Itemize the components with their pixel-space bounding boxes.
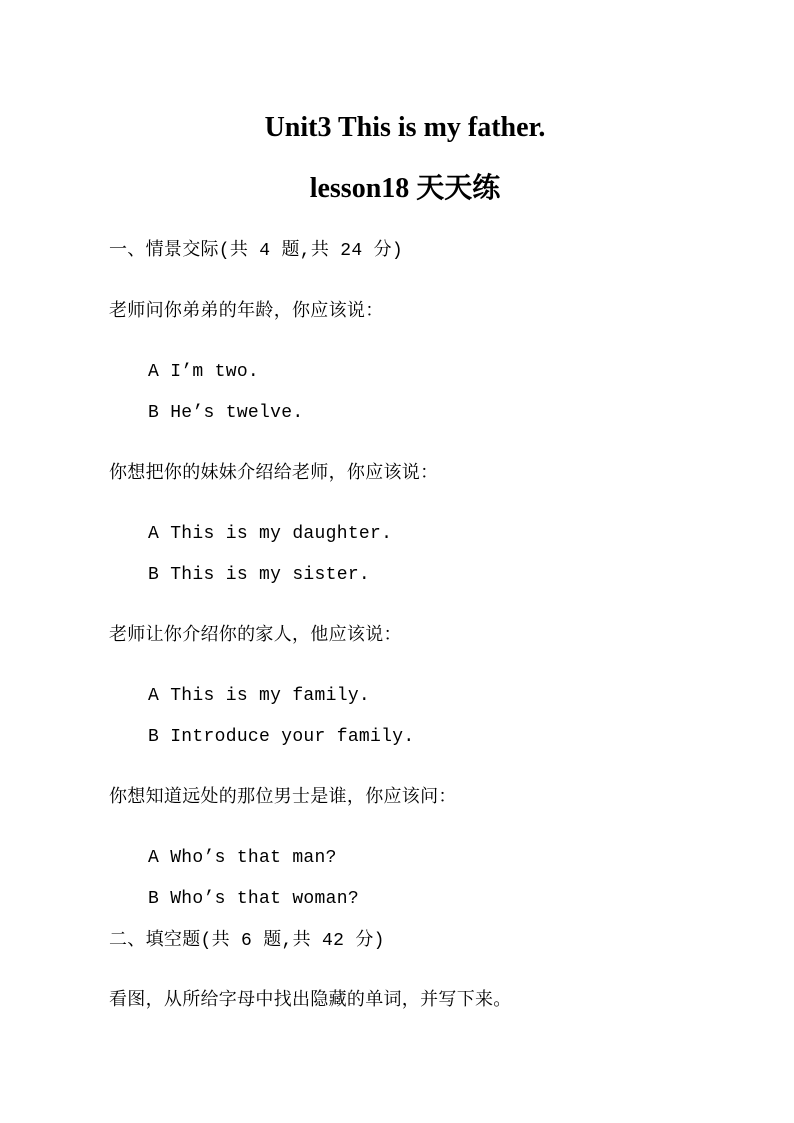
question-1-prompt: 老师问你弟弟的年龄，你应该说：	[109, 302, 384, 322]
section-1-heading: 一、情景交际(共 4 题,共 24 分)	[109, 241, 404, 261]
question-4-prompt: 你想知道远处的那位男士是谁，你应该问：	[109, 788, 457, 808]
question-2-prompt: 你想把你的妹妹介绍给老师，你应该说：	[109, 464, 439, 484]
question-1-option-a: A I’m two.	[148, 362, 260, 382]
document-title: Unit3 This is my father.	[264, 112, 546, 143]
document-subtitle: lesson18 天天练	[309, 173, 501, 204]
section-2-heading: 二、填空题(共 6 题,共 42 分)	[109, 931, 385, 951]
question-2-option-a: A This is my daughter.	[148, 524, 393, 544]
question-4-option-b: B Who’s that woman?	[148, 889, 359, 909]
question-3-option-a: A This is my family.	[148, 686, 371, 706]
question-4-option-a: A Who’s that man?	[148, 848, 337, 868]
section-2-instruction: 看图，从所给字母中找出隐藏的单词，并写下来。	[109, 991, 512, 1011]
question-3-option-b: B Introduce your family.	[148, 727, 415, 747]
question-3-prompt: 老师让你介绍你的家人，他应该说：	[109, 626, 402, 646]
question-1-option-b: B He’s twelve.	[148, 403, 304, 423]
question-2-option-b: B This is my sister.	[148, 565, 371, 585]
